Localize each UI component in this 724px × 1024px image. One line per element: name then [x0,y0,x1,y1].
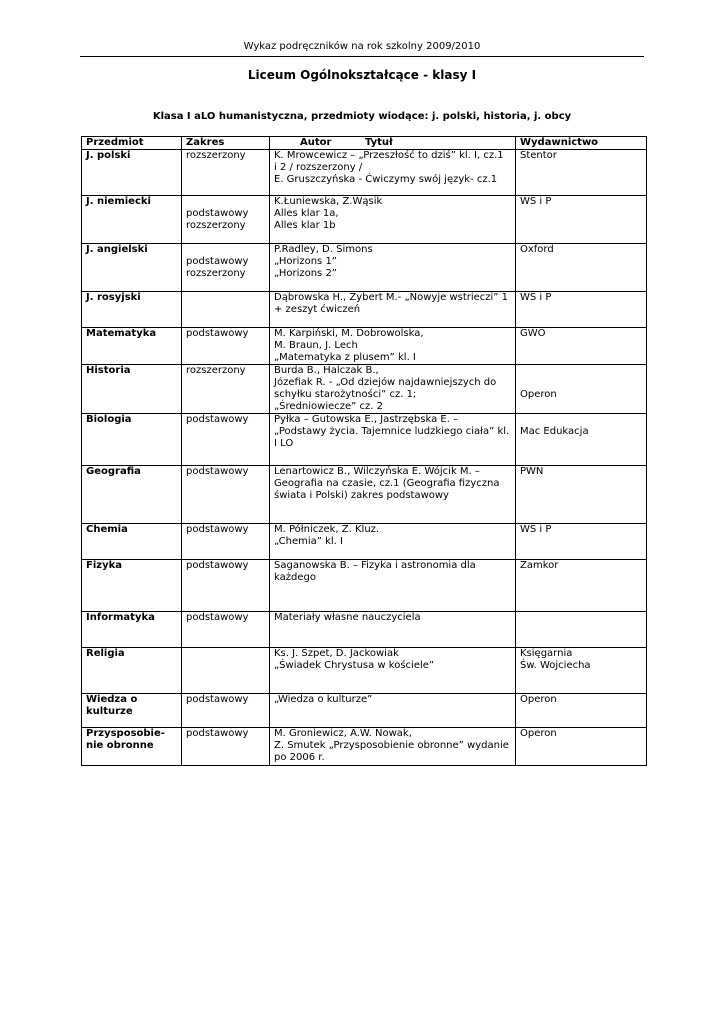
author-line: „Podstawy życia. Tajemnice ludzkiego ciała” kl. [274,426,510,437]
subject-line: Wiedza o [86,694,138,705]
publisher-line: WS i P [520,524,552,535]
subject-line: Matematyka [86,328,157,339]
author-line: po 2006 r. [274,752,325,763]
scope-line [186,196,265,208]
author-line: „Średniowiecze” cz. 2 [274,401,383,412]
publisher-line: Oxford [520,244,554,255]
textbook-table [81,136,647,766]
document-title: Liceum Ogólnokształcące - klasy I [247,68,477,82]
publisher-line: Operon [520,728,557,739]
header-publisher: Wydawnictwo [516,137,647,150]
header-rule [80,56,644,57]
author-title-cell [270,196,516,244]
scope-line: podstawowy [186,414,249,425]
author-line: Materiały własne nauczyciela [274,612,421,623]
table-row [82,466,647,524]
publisher-cell [516,365,647,414]
scope-cell [182,560,270,612]
scope-line: podstawowy [186,728,249,739]
author-line: Lenartowicz B., Wilczyńska E. Wójcik M. – [274,466,480,477]
publisher-cell [516,292,647,328]
table-row [82,414,647,466]
subject-line: J. polski [86,150,131,161]
publisher-cell [516,244,647,292]
author-line: M. Braun, J. Lech [274,340,358,351]
subject-line: Geografia [86,466,141,477]
scope-cell [182,150,270,196]
subject-cell [82,414,182,466]
subject-line: J. rosyjski [86,292,141,303]
header-author-title [270,137,516,150]
scope-cell [182,292,270,328]
publisher-line [520,414,642,426]
author-line: każdego [274,572,316,583]
subject-line: Chemia [86,524,128,535]
publisher-line: Operon [520,694,557,705]
scope-cell [182,648,270,694]
author-line: Saganowska B. – Fizyka i astronomia dla [274,560,476,571]
author-title-cell [270,244,516,292]
scope-line: rozszerzony [186,268,246,279]
author-title-cell [270,292,516,328]
publisher-cell [516,612,647,648]
publisher-line: Księgarnia [520,648,573,659]
subject-cell [82,612,182,648]
table-row [82,150,647,196]
subject-line: Historia [86,365,131,376]
table-row [82,694,647,728]
table-row [82,365,647,414]
author-line: M. Groniewicz, A.W. Nowak, [274,728,412,739]
author-title-cell [270,728,516,766]
scope-cell [182,694,270,728]
author-line: Geografia na czasie, cz.1 (Geografia fizyczna [274,478,500,489]
author-line: Dąbrowska H., Zybert M.- „Nowyje wstrieczi” 1 [274,292,509,303]
author-line: Z. Smutek „Przysposobienie obronne” wydanie [274,740,509,751]
publisher-cell [516,466,647,524]
subject-cell [82,328,182,365]
subject-cell [82,365,182,414]
publisher-line: Stentor [520,150,557,161]
publisher-line: WS i P [520,292,552,303]
author-line: świata i Polski) zakres podstawowy [274,490,449,501]
author-line: Alles klar 1a, [274,208,339,219]
author-line: M. Karpiński, M. Dobrowolska, [274,328,424,339]
scope-cell [182,612,270,648]
author-line: I LO [274,438,294,449]
author-title-cell [270,560,516,612]
author-line: „Matematyka z plusem” kl. I [274,352,416,363]
subject-line: Biologia [86,414,132,425]
scope-cell [182,466,270,524]
author-title-cell [270,694,516,728]
author-line: + zeszyt ćwiczeń [274,304,361,315]
header-subject: Przedmiot [82,137,182,150]
publisher-cell [516,560,647,612]
publisher-cell [516,694,647,728]
author-line: „Chemia” kl. I [274,536,343,547]
subject-line: kulturze [86,706,133,717]
author-title-cell [270,524,516,560]
publisher-line: Św. Wojciecha [520,660,591,671]
publisher-line [520,377,642,389]
author-line: Alles klar 1b [274,220,336,231]
author-line: „Wiedza o kulturze” [274,694,373,705]
author-line: K.Łuniewska, Z.Wąsik [274,196,383,207]
table-row [82,612,647,648]
scope-line: podstawowy [186,560,249,571]
author-title-cell [270,648,516,694]
publisher-line: WS i P [520,196,552,207]
subject-cell [82,648,182,694]
publisher-line: Zamkor [520,560,559,571]
scope-line: podstawowy [186,694,249,705]
table-row [82,728,647,766]
author-title-cell [270,365,516,414]
table-row [82,292,647,328]
author-line: K. Mrowcewicz – „Przeszłość to dziś” kl. I, cz.1 [274,150,504,161]
subject-line: J. niemiecki [86,196,151,207]
scope-line: podstawowy [186,256,249,267]
scope-line: podstawowy [186,612,249,623]
author-line: E. Gruszczyńska - Ćwiczymy swój język- cz.1 [274,174,498,185]
subject-cell [82,524,182,560]
subject-line: Religia [86,648,125,659]
header-author: Autor [300,137,332,148]
publisher-cell [516,414,647,466]
scope-cell [182,328,270,365]
author-line: P.Radley, D. Simons [274,244,373,255]
table-row [82,196,647,244]
subject-cell [82,728,182,766]
author-line: „Świadek Chrystusa w kościele” [274,660,435,671]
subject-cell [82,560,182,612]
author-title-cell [270,150,516,196]
header-scope: Zakres [182,137,270,150]
author-line: schyłku starożytności” cz. 1; [274,389,417,400]
scope-cell [182,414,270,466]
publisher-line: Mac Edukacja [520,426,589,437]
publisher-cell [516,328,647,365]
table-header-row [82,137,647,150]
author-title-cell [270,612,516,648]
author-line: Józefiak R. - „Od dziejów najdawniejszych do [274,377,497,388]
scope-line: rozszerzony [186,150,246,161]
subject-cell [82,196,182,244]
table-row [82,648,647,694]
author-title-cell [270,466,516,524]
subject-line: Informatyka [86,612,155,623]
author-line: Pyłka – Gutowska E., Jastrzębska E. – [274,414,459,425]
author-line: M. Półniczek, Z. Kluz. [274,524,380,535]
scope-cell [182,728,270,766]
scope-cell [182,365,270,414]
publisher-line [520,365,642,377]
publisher-cell [516,196,647,244]
scope-cell [182,196,270,244]
table-row [82,524,647,560]
subject-line: nie obronne [86,740,154,751]
subject-cell [82,150,182,196]
table-body [82,150,647,766]
table-row [82,560,647,612]
publisher-line: Operon [520,389,557,400]
scope-line: rozszerzony [186,220,246,231]
subject-cell [82,694,182,728]
scope-line: podstawowy [186,208,249,219]
running-header: Wykaz podręczników na rok szkolny 2009/2010 [243,41,481,52]
table-row [82,328,647,365]
author-line: „Horizons 1” [274,256,337,267]
table-row [82,244,647,292]
author-line: Ks. J. Szpet, D. Jackowiak [274,648,399,659]
scope-cell [182,244,270,292]
scope-line: podstawowy [186,524,249,535]
publisher-line: PWN [520,466,544,477]
publisher-line: GWO [520,328,546,339]
subject-line: Przysposobie- [86,728,165,739]
class-heading: Klasa I aLO humanistyczna, przedmioty wiodące: j. polski, historia, j. obcy [152,111,572,122]
subject-cell [82,244,182,292]
scope-line: rozszerzony [186,365,246,376]
scope-line [186,244,265,256]
subject-line: J. angielski [86,244,148,255]
header-book-title: Tytuł [364,137,393,148]
author-line: Burda B., Halczak B., [274,365,379,376]
scope-cell [182,524,270,560]
author-line: „Horizons 2” [274,268,337,279]
author-title-cell [270,328,516,365]
publisher-cell [516,150,647,196]
author-title-cell [270,414,516,466]
subject-cell [82,292,182,328]
publisher-cell [516,524,647,560]
scope-line: podstawowy [186,466,249,477]
author-line: i 2 / rozszerzony / [274,162,363,173]
subject-cell [82,466,182,524]
publisher-cell [516,728,647,766]
publisher-cell [516,648,647,694]
subject-line: Fizyka [86,560,122,571]
scope-line: podstawowy [186,328,249,339]
